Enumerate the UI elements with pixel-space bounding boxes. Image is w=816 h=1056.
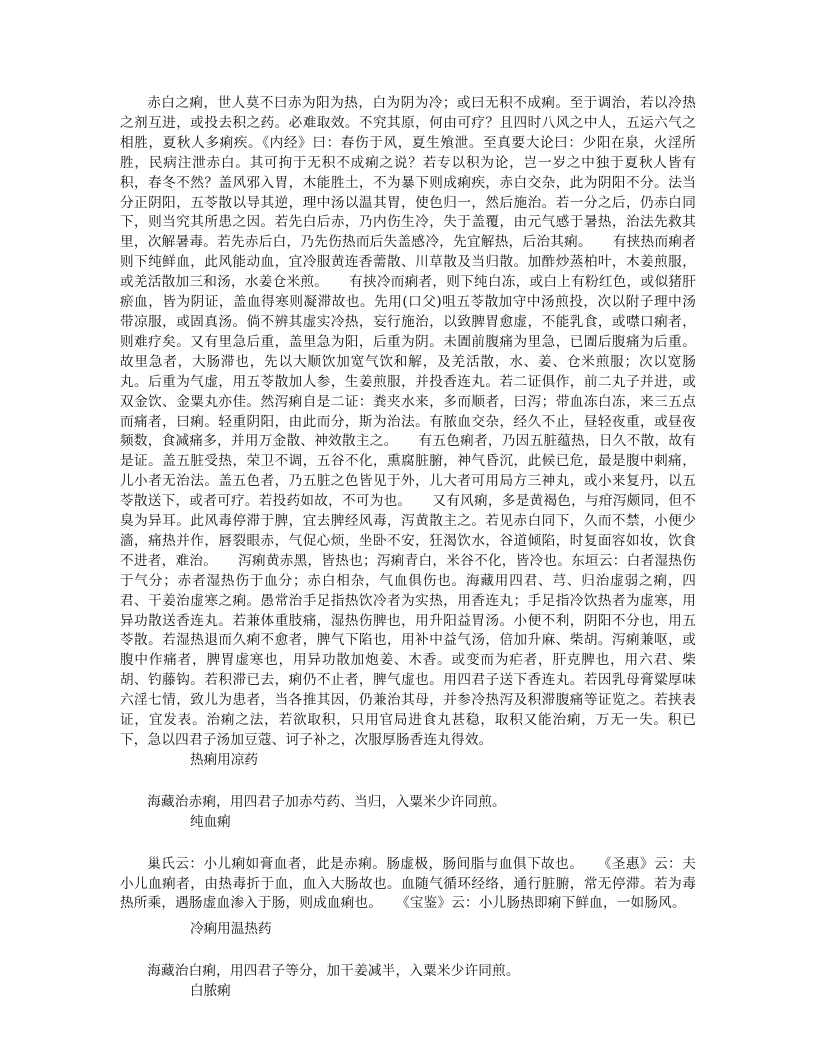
paragraph-blood-dysentery: 巢氏云：小儿痢如膏血者，此是赤痢。肠虚极，肠间脂与血俱下故也。 《圣惠》云：夫小儿血痢者，由热毒折于血，血入大肠故也。血随气循环经络，通行脏腑，常无停滞。若为毒热所乘，遇肠虚血渗入于肠，则成血痢也。 《宝鉴》云：小儿肠热即痢下鲜血，一如肠风。 <box>120 855 696 912</box>
section-heading-cold-dysentery: 冷痢用温热药 <box>190 921 272 938</box>
paragraph-red-dysentery: 海藏治赤痢，用四君子加赤芍药、当归，入粟米少许同煎。 <box>147 793 506 810</box>
section-heading-blood-dysentery: 纯血痢 <box>190 813 231 830</box>
main-paragraph: 赤白之痢，世人莫不曰赤为阳为热，白为阴为冷；或曰无积不成痢。至于调治，若以冷热之剂互进，或投去积之药。必难取效。不究其原，何由可疗？且四时八风之中人，五运六气之相胜，夏秋人多痢疾。《内经》曰：春伤于风，夏生飧泄。至真要大论曰：少阳在泉，火淫所胜，民病注泄赤白。其可拘于无积不成痢之说？若专以积为论，岂一岁之中独于夏秋人皆有积，春冬不然？盖风邪入胃，木能胜土，不为暴下则成痢疾，赤白交杂，此为阴阳不分。法当分正阴阳，五苓散以导其逆，理中汤以温其胃，使色归一，然后施治。若一分之后，仍赤白同下，则当究其所患之因。若先白后赤，乃内伤生冷，失于盖覆，由元气感于暑热，治法先救其里，次解暑毒。若先赤后白，乃先伤热而后失盖感冷，先宜解热，后治其痢。 有挟热而痢者则下纯鲜血，此风能动血，宜冷服黄连香薷散、川草散及当归散。加酢炒蒸柏叶，木姜煎服，或羌活散加三和汤，水姜仓米煎。 有挟冷而痢者，则下纯白冻，或白上有粉红色，或似猪肝瘀血，皆为阴证，盖血得寒则凝滞故也。先用(口父)咀五苓散加守中汤煎投，次以附子理中汤带凉服，或固真汤。倘不辨其虚实冷热，妄行施治，以致脾胃愈虚，不能乳食，或噤口痢者，则难疗矣。又有里急后重，盖里急为阳，后重为阴。未圊前腹痛为里急，已圊后腹痛为后重。故里急者，大肠滞也，先以大顺饮加宽气饮和解，及羌活散，水、姜、仓米煎服；次以宽肠丸。后重为气虚，用五苓散加人参，生姜煎服，并投香连丸。若二证俱作，前二丸子并进，或双金饮、金粟丸亦佳。然泻痢自是二证：粪夹水来，多而顺者，曰泻；带血冻白冻，来三五点而痛者，曰痢。轻重阴阳，由此而分，斯为治法。有脓血交杂，经久不止，昼轻夜重，或昼夜频数，食减痛多，并用万金散、神效散主之。 有五色痢者，乃因五脏蕴热，日久不散，故有是证。盖五脏受热，荣卫不调，五谷不化，熏腐脏腑，神气昏沉，此候已危，最是腹中刺痛，儿小者无治法。盖五色者，乃五脏之色皆见于外，儿大者可用局方三神丸，或小来复丹，以五苓散送下，或者可疗。若投药如故，不可为也。 又有风痢，多是黄褐色，与疳泻颇同，但不臭为异耳。此风毒停滞于脾，宜去脾经风毒，泻黄散主之。若见赤白同下，久而不禁，小便少濇，痛热并作，唇裂眼赤，气促心烦，坐卧不安，狂渴饮水，谷道倾陷，时复面容如妆，饮食不进者，难治。 泻痢黄赤黑，皆热也；泻痢青白，米谷不化，皆冷也。东垣云：白者湿热伤于气分；赤者湿热伤于血分；赤白相杂，气血俱伤也。海藏用四君、芎、归治虚弱之痢，四君、干姜治虚寒之痢。愚常治手足指热饮冷者为实热，用香连丸；手足指冷饮热者为虚寒，用异功散送香连丸。若兼体重肢痛，湿热伤脾也，用升阳益胃汤。小便不利，阴阳不分也，用五苓散。若湿热退而久痢不愈者，脾气下陷也，用补中益气汤，倍加升麻、柴胡。泻痢兼呕，或腹中作痛者，脾胃虚寒也，用异功散加炮姜、木香。或变而为疟者，肝克脾也，用六君、柴胡、钓藤钩。若积滞已去，痢仍不止者，脾气虚也。用四君子送下香连丸。若因乳母膏粱厚味六淫七情，致儿为患者，当各推其因，仍兼治其母，并参冷热泻及积滞腹痛等证览之。若挟表证，宜发表。治痢之法，若欲取积，只用官局进食丸甚稳，取积又能治痢，万无一失。积已下，急以四君子汤加豆蔻、诃子补之，次服厚肠香连丸得效。 <box>120 95 696 748</box>
paragraph-white-dysentery: 海藏治白痢，用四君子等分，加干姜减半，入粟米少许同煎。 <box>147 963 520 980</box>
section-heading-white-pus-dysentery: 白脓痢 <box>190 983 231 1000</box>
section-heading-hot-dysentery: 热痢用凉药 <box>190 751 258 768</box>
document-page <box>120 94 696 1002</box>
